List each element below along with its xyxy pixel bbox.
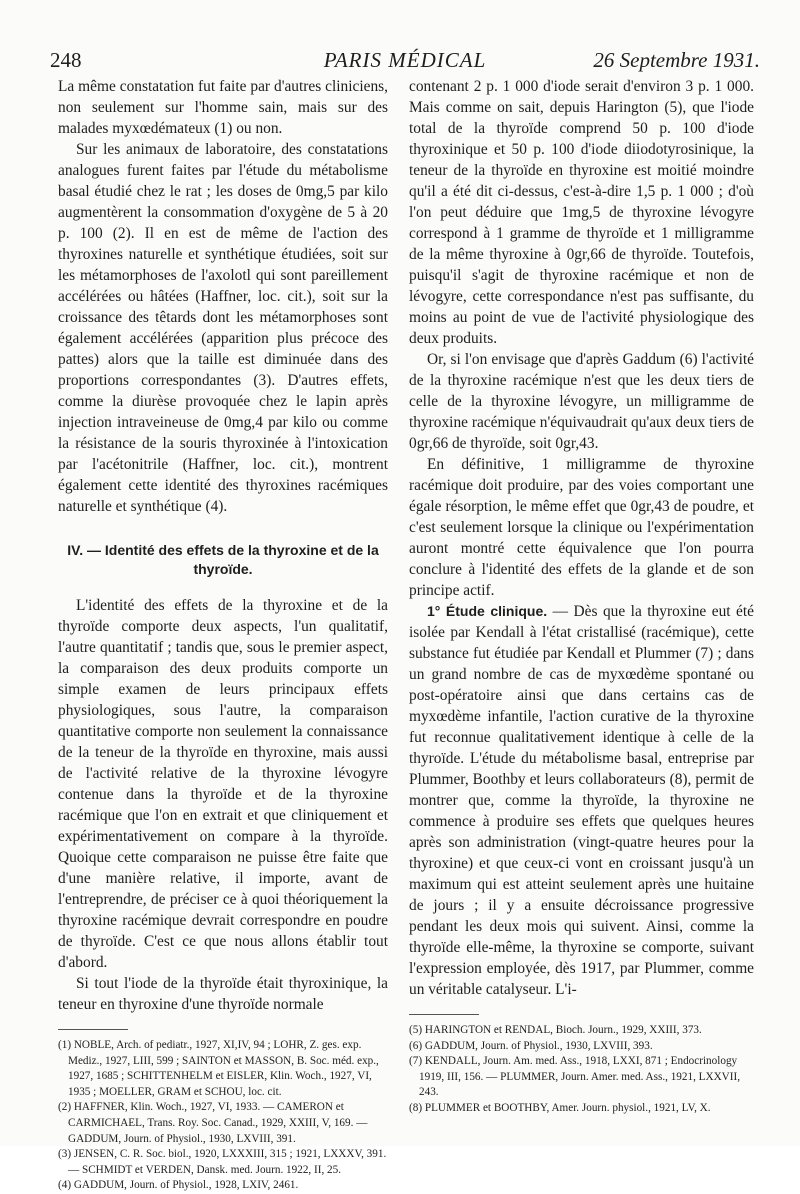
paragraph: Or, si l'on envisage que d'après Gaddum (6) l'activité de la thyroxine racémique n'est que les deux tiers de celle de la thyroxine lévogyre, un milligramme de thyroxine racémique n'équivaudrait qu'aux deux tiers de 0gr,66 de thyroïde, soit 0gr,43.: [409, 351, 754, 452]
footnote: (2) HAFFNER, Klin. Woch., 1927, VI, 1933. — CAMERON et CARMICHAEL, Trans. Roy. Soc. Canad., 1929, XXIII, V, 169. — GADDUM, Journ. of Physiol., 1930, LXVIII, 391.: [58, 1101, 368, 1145]
left-column: [58, 76, 388, 1194]
footnotes-right: [409, 1014, 754, 1117]
footnote-rule: [58, 1029, 128, 1030]
page-number: 248: [50, 48, 82, 72]
paragraph: Si tout l'iode de la thyroïde était thyroxinique, la teneur en thyroxine d'une thyroïde normale: [58, 975, 388, 1013]
section-heading: IV. — Identité des effets de la thyroxine et de la thyroïde.: [67, 542, 379, 577]
subsection-lead: 1° Étude clinique.: [427, 603, 548, 619]
footnote: (1) NOBLE, Arch. of pediatr., 1927, XI,IV, 94 ; LOHR, Z. ges. exp. Mediz., 1927, LIII, 599 ; SAINTON et MASSON, B. Soc. méd. exp., 1927, 1685 ; SCHITTENHELM et EISLER, Klin. Woch., 1927, VI, 1935 ; MOELLER, GRAM et SCHOU, loc. cit.: [58, 1039, 379, 1098]
paragraph: Sur les animaux de laboratoire, des constatations analogues furent faites par l'étude du métabolisme basal étudié chez le rat ; les doses de 0mg,5 par kilo augmentèrent la consommation d'oxygène de 5 à 20 p. 100 (2). Il en est de même de l'action des thyroxines naturelle et synthétique étudiées, soit sur les métamorphoses de l'axolotl qui sont pareillement accélérées ou hâtées (Haffner, loc. cit.), soit sur la croissance des têtards dont les métamorphoses sont également accélérées (apparition plus précoce des pattes) alors que la taille est diminuée dans des proportions correspondantes (3). D'autres effets, comme la diurèse provoquée chez le lapin après injection intraveineuse de 0mg,4 par kilo ou comme la résistance de la souris thyroxinée à l'intoxication par l'acétonitrile (Haffner, loc. cit.), montrent également cette identité des thyroxines racémiques naturelle et synthétique (4).: [58, 141, 388, 515]
paragraph-text: — Dès que la thyroxine eut été isolée par Kendall à l'état cristallisé (racémique), cette substance fut étudiée par Kendall et Plummer (7) ; dans un grand nombre de cas de myxœdème spontané ou post-opératoire ainsi que dans certains cas de myxœdème infantile, l'action curative de la thyroxine fut reconnue qualitativement identique à celle de la thyroïde. L'étude du métabolisme basal, entreprise par Plummer, Boothby et leurs collaborateurs (8), permit de montrer que, comme la thyroïde, la thyroxine ne commence à produire ses effets que quelques heures après son administration (vingt-quatre heures pour la thyroxine) et que ceux-ci vont en croissant jusqu'à un maximum qui est atteint seulement après une huitaine de jours ; il y a ensuite décroissance progressive pendant les deux mois qui suivent. Ainsi, comme la thyroïde elle-même, la thyroxine se comporte, suivant l'expression employée, dès 1917, par Plummer, comme un véritable catalyseur. L'i-: [409, 603, 754, 998]
footnote: (7) KENDALL, Journ. Am. med. Ass., 1918, LXXI, 871 ; Endocrinology 1919, III, 156. — PLUMMER, Journ. Amer. med. Ass., 1921, LXXVII, 243.: [409, 1055, 741, 1099]
paragraph: En définitive, 1 milligramme de thyroxine racémique doit produire, par des voies comportant une égale résorption, le même effet que 0gr,43 de poudre, et c'est seulement lorsque la clinique ou l'expérimentation auront montré cette équivalence que l'on pourra conclure à l'identité des effets de la glande et de son principe actif.: [409, 456, 754, 599]
paragraph: contenant 2 p. 1 000 d'iode serait d'environ 3 p. 1 000. Mais comme on sait, depuis Harington (5), que l'iode total de la thyroïde comprend 50 p. 100 d'iode thyroxinique et 50 p. 100 d'iode diiodotyrosinique, la teneur de la thyroïde en thyroxine est moitié moindre qu'il a été dit ci-dessus, c'est-à-dire 1,5 p. 1 000 ; d'où l'on peut déduire que 1mg,5 de thyroxine lévogyre correspond à 1 gramme de thyroïde et 1 milligramme de la même thyroxine à 0gr,66 de thyroïde. Toutefois, puisqu'il s'agit de thyroxine racémique et non de lévogyre, cette correspondance n'est pas suffisante, du moins au point de vue de l'activité physiologique des deux produits.: [409, 78, 754, 347]
paragraph: L'identité des effets de la thyroxine et de la thyroïde comporte deux aspects, l'un qualitatif, l'autre quantitatif ; tandis que, sous le premier aspect, la comparaison des deux produits comporte un simple examen de leurs principaux effets physiologiques, sous l'autre, la comparaison quantitative comporte non seulement la connaissance de la teneur de la thyroïde en thyroxine, mais aussi de l'activité relative de la thyroxine lévogyre contenue dans la thyroïde et de la thyroxine racémique que l'on en extrait et que cliniquement et expérimentativement on compare à la thyroïde. Quoique cette comparaison ne puisse être faite que d'une manière relative, il importe, avant de l'entreprendre, de préciser ce à quoi théoriquement la thyroxine racémique devrait correspondre en poudre de thyroïde. C'est ce que nous allons établir tout d'abord.: [58, 597, 388, 971]
footnote: (8) PLUMMER et BOOTHBY, Amer. Journ. physiol., 1921, LV, X.: [409, 1101, 711, 1114]
footnote: (3) JENSEN, C. R. Soc. biol., 1920, LXXXIII, 315 ; 1921, LXXXV, 391. — SCHMIDT et VERDEN, Dansk. med. Journ. 1922, II, 25.: [58, 1148, 387, 1176]
footnote: (6) GADDUM, Journ. of Physiol., 1930, LXVIII, 393.: [409, 1039, 653, 1052]
footnotes-left: [58, 1029, 388, 1194]
paragraph: [409, 601, 754, 1000]
running-header: [50, 48, 760, 74]
journal-title: PARIS MÉDICAL: [323, 48, 487, 72]
right-column: [409, 76, 754, 1117]
footnote: (4) GADDUM, Journ. of Physiol., 1928, LXIV, 2461.: [58, 1179, 299, 1192]
footnote-rule: [409, 1014, 479, 1015]
issue-date: 26 Septembre 1931.: [593, 48, 760, 72]
paragraph: La même constatation fut faite par d'autres cliniciens, non seulement sur l'homme sain, mais sur des malades myxœdémateux (1) ou non.: [58, 78, 388, 137]
footnote: (5) HARINGTON et RENDAL, Bioch. Journ., 1929, XXIII, 373.: [409, 1024, 702, 1036]
